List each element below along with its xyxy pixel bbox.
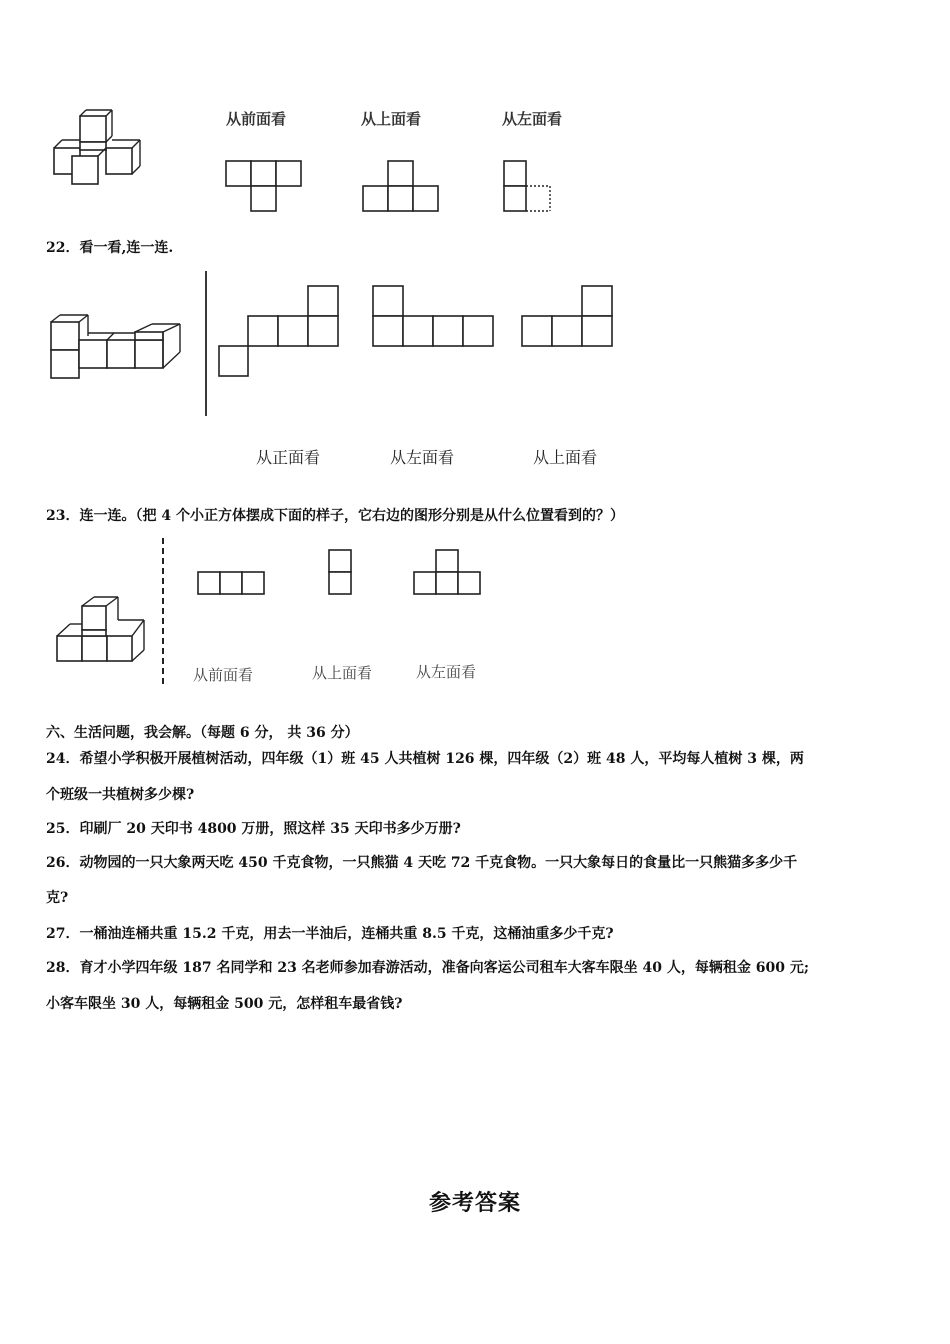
q28-text-line1: 28．育才小学四年级 187 名同学和 23 名老师参加春游活动，准备向客运公司租车大客车限坐 40 人，每辆租金 600 元; bbox=[46, 960, 810, 976]
q21-left-view-grid bbox=[504, 161, 564, 213]
q22-view-grid-2 bbox=[373, 286, 497, 350]
q23-view-grid-2 bbox=[329, 550, 355, 598]
q28-text-line2: 小客车限坐 30 人，每辆租金 500 元，怎样租车最省钱? bbox=[46, 996, 403, 1012]
q22-view-grid-1 bbox=[219, 286, 341, 378]
q21-cube-stack-figure bbox=[48, 108, 158, 188]
q22-cube-row-figure bbox=[48, 312, 188, 382]
q26-text-line1: 26．动物园的一只大象两天吃 450 千克食物，一只熊猫 4 天吃 72 千克食物。一只大象每日的食量比一只熊猫多多少千 bbox=[46, 855, 798, 871]
q23-caption-left: 从左面看 bbox=[416, 663, 477, 681]
q22-caption-front: 从正面看 bbox=[256, 448, 321, 467]
q22-prompt: 22．看一看,连一连. bbox=[46, 240, 174, 256]
q23-prompt: 23．连一连。（把 4 个小正方体摆成下面的样子，它右边的图形分别是从什么位置看到的？） bbox=[46, 508, 624, 524]
section6-heading: 六、生活问题，我会解。（每题 6 分， 共 36 分） bbox=[46, 725, 359, 741]
q22-caption-left: 从左面看 bbox=[390, 448, 455, 467]
answers-title: 参考答案 bbox=[428, 1190, 521, 1216]
q22-divider-line bbox=[204, 271, 208, 416]
q23-four-cube-figure bbox=[52, 594, 152, 664]
q22-caption-top: 从上面看 bbox=[533, 448, 598, 467]
q21-caption-top: 从上面看 bbox=[361, 110, 422, 128]
q26-text-line2: 克? bbox=[46, 890, 69, 906]
q23-caption-front: 从前面看 bbox=[193, 666, 254, 684]
q23-view-grid-3 bbox=[414, 550, 484, 598]
q21-caption-left: 从左面看 bbox=[502, 110, 563, 128]
q24-text-line2: 个班级一共植树多少棵? bbox=[46, 787, 195, 803]
q24-text-line1: 24．希望小学积极开展植树活动，四年级（1）班 45 人共植树 126 棵，四年级（2）班 48 人，平均每人植树 3 棵，两 bbox=[46, 751, 804, 767]
q21-top-view-grid bbox=[363, 161, 443, 213]
q23-dashed-divider bbox=[160, 538, 166, 684]
q21-caption-front: 从前面看 bbox=[226, 110, 287, 128]
q23-caption-top: 从上面看 bbox=[312, 664, 373, 682]
q21-front-view-grid bbox=[226, 161, 306, 213]
q25-text: 25．印刷厂 20 天印书 4800 万册，照这样 35 天印书多少万册? bbox=[46, 821, 461, 837]
q23-view-grid-1 bbox=[198, 572, 268, 598]
q27-text: 27．一桶油连桶共重 15.2 千克，用去一半油后，连桶共重 8.5 千克，这桶油重多少千克? bbox=[46, 926, 614, 942]
q22-view-grid-3 bbox=[522, 286, 616, 350]
